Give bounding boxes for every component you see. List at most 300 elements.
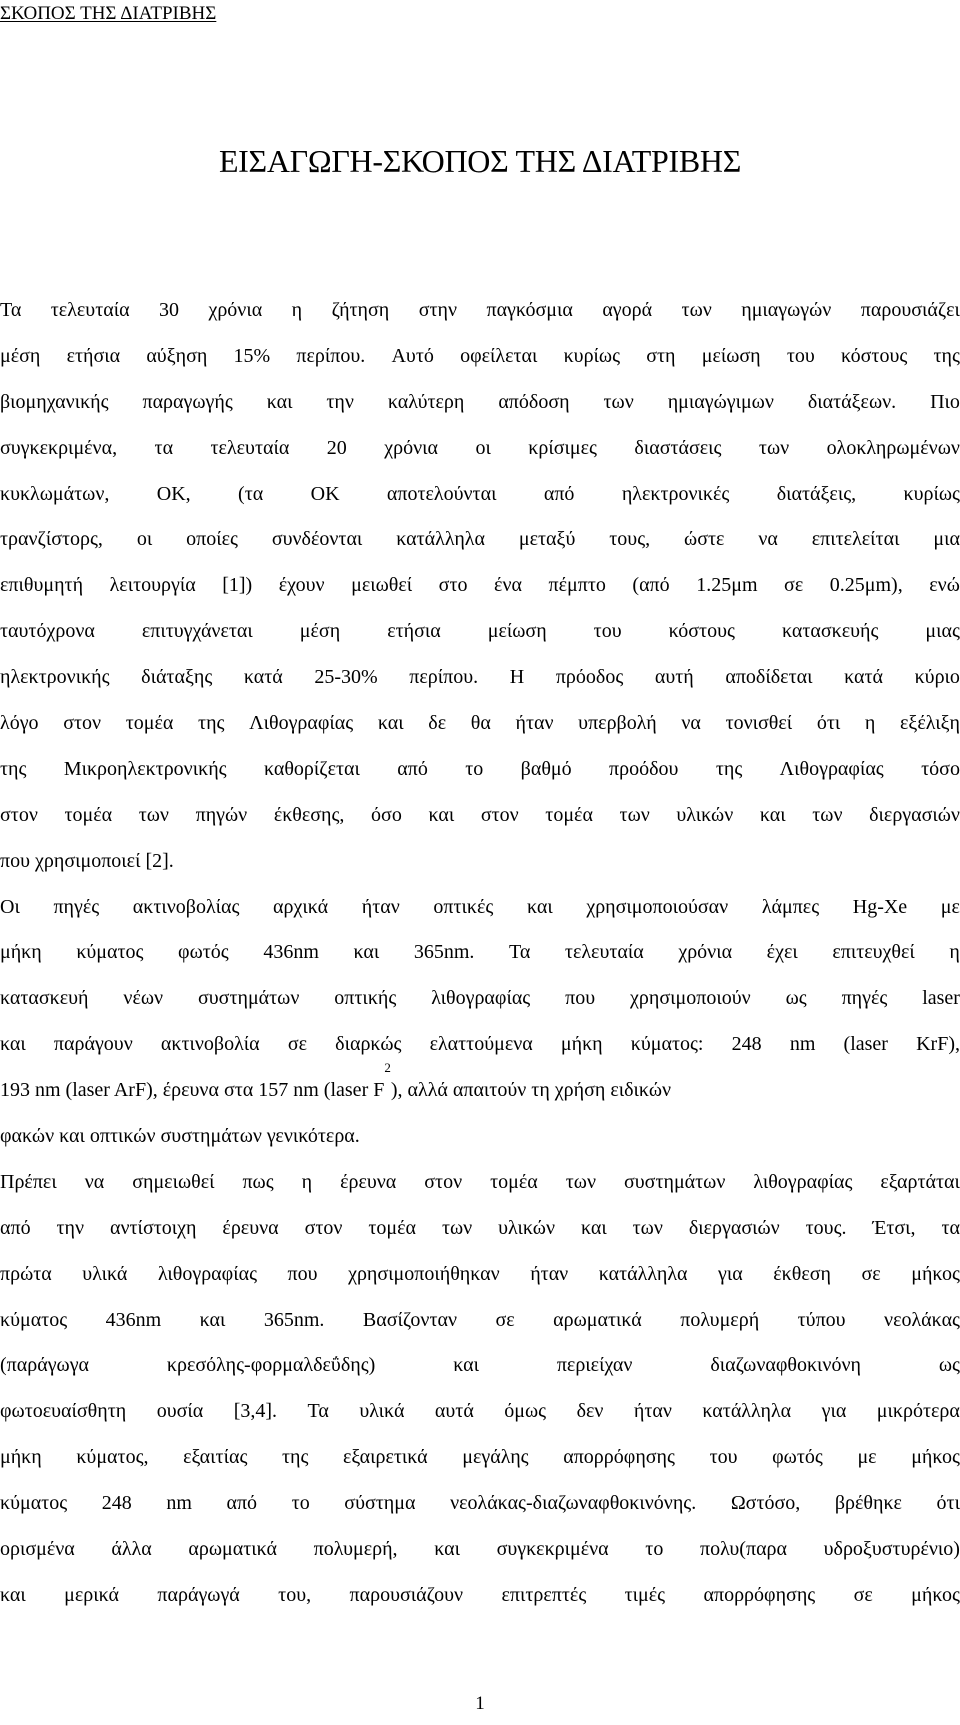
word: τρανζίστορς, (0, 528, 103, 551)
word: του (786, 344, 815, 367)
word: ηλεκτρονικής (0, 666, 110, 689)
word: επιθυμητή (0, 574, 84, 597)
word: και (526, 895, 553, 918)
word: κόστους (668, 620, 735, 643)
text-line (0, 1022, 960, 1068)
word: KrF), (916, 1033, 960, 1056)
word: υπερβολή (578, 712, 657, 735)
word: χρόνια (208, 299, 263, 321)
word: τελευταία (50, 299, 130, 321)
word: για (718, 1262, 743, 1285)
word: κρίσιμες (528, 436, 597, 459)
word: (από (632, 574, 670, 597)
word: στην (418, 299, 458, 321)
word: κύματος, (76, 1446, 149, 1469)
text-line (0, 609, 960, 655)
word: Μικροηλεκτρονικής (63, 757, 227, 780)
text-line (0, 885, 960, 931)
word: κύματος (0, 1308, 68, 1331)
word: χρησιμοποιούσαν (586, 895, 729, 918)
word: οι (136, 528, 153, 551)
word: συνδέονται (271, 528, 363, 551)
word: να (758, 528, 778, 551)
word: απορρόφησης (703, 1583, 816, 1606)
word: Πιο (930, 390, 960, 413)
word: Hg-Xe (852, 895, 908, 918)
word: το (645, 1538, 664, 1561)
word: οπτικής (334, 987, 397, 1010)
word: και (428, 803, 455, 826)
word: μέση (299, 620, 341, 643)
word: σημειωθεί (132, 1170, 215, 1193)
word: τους. (805, 1216, 847, 1239)
word: από (0, 1216, 31, 1239)
word: οποίες (186, 528, 238, 551)
word: οφείλεται (460, 344, 538, 367)
word: μήκη (0, 941, 42, 964)
text-line (0, 1298, 960, 1344)
word: διεργασιών (688, 1216, 780, 1239)
word: μείωση (701, 344, 761, 367)
word: η (301, 1170, 313, 1193)
word: περίπου. (409, 666, 479, 689)
word: διάταξης (141, 666, 213, 689)
text-line (0, 1527, 960, 1573)
word: ότι (816, 712, 841, 735)
word: 25-30% (314, 666, 378, 689)
word: να (681, 712, 701, 735)
word: στον (63, 712, 102, 735)
word: παρουσιάζει (860, 299, 960, 321)
word: των (441, 1216, 473, 1239)
word: τομέα (64, 803, 113, 826)
word: παράγουν (53, 1033, 133, 1056)
word: στον (480, 803, 519, 826)
word: και (0, 1033, 26, 1056)
word: των (138, 803, 169, 826)
word: πρόοδος (555, 666, 624, 689)
word: σε (861, 1262, 881, 1285)
word: laser (922, 987, 960, 1010)
word: τους, (609, 528, 651, 551)
text-line (0, 1481, 960, 1527)
word: την (326, 390, 354, 413)
word: νεολάκας (884, 1308, 960, 1331)
word: ήταν (633, 1400, 672, 1423)
word: παράγωγά (157, 1583, 240, 1606)
word: φωτοευαίσθητη (0, 1400, 127, 1423)
word: του (709, 1446, 738, 1469)
text-line (0, 701, 960, 747)
text-line (0, 517, 960, 563)
text-line (0, 288, 960, 334)
word: 248 (101, 1492, 132, 1515)
word: πολυμερή, (313, 1538, 398, 1561)
word: κατασκευής (781, 620, 879, 643)
word: στον (0, 803, 38, 826)
word: κατάλληλα (396, 528, 485, 551)
word: ένα (494, 574, 522, 597)
word: στη (646, 344, 676, 367)
word: υλικών (676, 803, 734, 826)
word: σε (784, 574, 804, 597)
word: λιθογραφίας (157, 1262, 257, 1285)
text-line (0, 563, 960, 609)
word: τομέα (545, 803, 593, 826)
word: κατασκευή (0, 987, 89, 1010)
text-line (0, 1573, 960, 1619)
word: ως (785, 987, 807, 1010)
word: τα (154, 436, 174, 459)
word: μια (933, 528, 960, 551)
word: κύματος: (630, 1033, 704, 1056)
paragraph-2 (0, 885, 960, 1160)
word: Αυτό (391, 344, 434, 367)
word: που (565, 987, 596, 1010)
word: ελαττούμενα (429, 1033, 533, 1056)
word: ώστε (684, 528, 725, 551)
word: ετήσια (387, 620, 441, 643)
word: αρωματικά (188, 1538, 278, 1561)
word: κόστους (840, 344, 908, 367)
word: παρουσιάζουν (349, 1583, 464, 1606)
word: στον (304, 1216, 343, 1239)
word: και (266, 390, 293, 413)
word: περιείχαν (556, 1354, 633, 1377)
word: 20 (326, 436, 347, 459)
word: ακτινοβολίας (132, 895, 240, 918)
text-line (0, 426, 960, 472)
word: πηγές (53, 895, 100, 918)
word: 365nm. (263, 1308, 325, 1331)
word: εξαιτίας (183, 1446, 248, 1469)
word: των (565, 1170, 596, 1193)
word: Ωστόσο, (730, 1492, 801, 1515)
word: nm (789, 1033, 816, 1056)
word: δεν (576, 1400, 604, 1423)
word: όμως (504, 1400, 547, 1423)
word: εξαρτάται (880, 1170, 960, 1193)
word: συγκεκριμένα (496, 1538, 609, 1561)
word: διαστάσεις (634, 436, 722, 459)
word: καθορίζεται (263, 757, 360, 780)
word: κατά (844, 666, 883, 689)
word: (τα (238, 482, 264, 505)
word: το (291, 1492, 310, 1515)
word: της (933, 344, 960, 367)
word: έκθεση (773, 1262, 831, 1285)
word: εξέλιξη (900, 712, 960, 735)
word: σε (287, 1033, 307, 1056)
word: nm (166, 1492, 192, 1515)
word: του (593, 620, 622, 643)
word: για (821, 1400, 847, 1423)
subscript-2: 2 (384, 1060, 391, 1076)
word: μιας (925, 620, 960, 643)
word: 1.25μm (696, 574, 758, 597)
word: της (281, 1446, 309, 1469)
word: στο (438, 574, 468, 597)
word: κατάλληλα (702, 1400, 792, 1423)
text-line-f2-head: 193 nm (laser ArF), έρευνα στα 157 nm (laser F (0, 1079, 385, 1102)
word: ζήτηση (331, 299, 390, 321)
word: αρωματικά (553, 1308, 642, 1331)
word: τονισθεί (725, 712, 793, 735)
text-line (0, 1435, 960, 1481)
word: υλικών (498, 1216, 555, 1239)
word: μικρότερα (876, 1400, 960, 1423)
text-line (0, 1343, 960, 1389)
word: Η (509, 666, 525, 689)
word: βαθμό (520, 757, 572, 780)
word: συγκεκριμένα, (0, 436, 118, 459)
word: το (465, 757, 484, 780)
word: επιτευχθεί (832, 941, 915, 964)
word: κύματος (0, 1492, 68, 1515)
word: όσο (371, 803, 402, 826)
word: από (397, 757, 428, 780)
word: θα (470, 712, 491, 735)
word: ήταν (530, 1262, 569, 1285)
word: Τα (0, 299, 22, 321)
word: ήταν (515, 712, 554, 735)
word: και (377, 712, 404, 735)
document-title: ΕΙΣΑΓΩΓΗ-ΣΚΟΠΟΣ ΤΗΣ ΔΙΑΤΡΙΒΗΣ (218, 143, 742, 179)
word: συστημάτων (623, 1170, 726, 1193)
word: χρησιμοποιούν (630, 987, 751, 1010)
word: έχει (766, 941, 798, 964)
word: η (949, 941, 960, 964)
word: χρησιμοποιήθηκαν (348, 1262, 500, 1285)
word: 365nm. (413, 941, 475, 964)
word: μήκος (911, 1583, 960, 1606)
word: καλύτερη (387, 390, 465, 413)
word: τιμές (624, 1583, 666, 1606)
word: που (287, 1262, 318, 1285)
word: πηγών (195, 803, 248, 826)
word: φωτός (178, 941, 229, 964)
word: Έτσι, (872, 1216, 916, 1239)
word: πρώτα (0, 1262, 52, 1285)
word: κατά (243, 666, 283, 689)
word: των (603, 390, 634, 413)
word: των (758, 436, 790, 459)
word: ουσία (156, 1400, 204, 1423)
word: παγκόσμια (486, 299, 573, 321)
word: άλλα (111, 1538, 152, 1561)
word: ορισμένα (0, 1538, 75, 1561)
word: και (0, 1583, 26, 1606)
word: στον (424, 1170, 463, 1193)
word: μείωση (487, 620, 547, 643)
word: Λιθογραφίας (249, 712, 354, 735)
word: έρευνα (222, 1216, 279, 1239)
running-header: ΣΚΟΠΟΣ ΤΗΣ ΔΙΑΤΡΙΒΗΣ (0, 3, 217, 24)
word: της (198, 712, 225, 735)
word: κυρίως (563, 344, 621, 367)
word: πηγές (841, 987, 888, 1010)
word: την (56, 1216, 85, 1239)
word: πως (242, 1170, 274, 1193)
text-line (0, 1252, 960, 1298)
word: με (940, 895, 960, 918)
word: και (453, 1354, 479, 1377)
word: αποδίδεται (725, 666, 813, 689)
word: επιτρεπτές (501, 1583, 587, 1606)
word: υλικά (359, 1400, 405, 1423)
word: τομέα (368, 1216, 417, 1239)
word: ήταν (361, 895, 400, 918)
word: κυκλωμάτων, (0, 482, 110, 505)
word: ολοκληρωμένων (826, 436, 960, 459)
body-text (0, 288, 960, 1619)
word: Τα (508, 941, 531, 964)
word: 15% (233, 344, 271, 367)
word: αρχικά (273, 895, 329, 918)
word: μήκη (560, 1033, 603, 1056)
word: και (199, 1308, 226, 1331)
word: κατάλληλα (598, 1262, 688, 1285)
text-line (0, 472, 960, 518)
word: κύριο (914, 666, 960, 689)
text-line-f2-tail: ), αλλά απαιτούν τη χρήση ειδικών (390, 1079, 672, 1102)
word: οπτικές (433, 895, 494, 918)
word: μεγάλης (462, 1446, 529, 1469)
word: η (864, 712, 876, 735)
word: αποτελούνται (386, 482, 497, 505)
word: επιτυγχάνεται (141, 620, 253, 643)
word: κύματος (76, 941, 144, 964)
word: πέμπτο (548, 574, 606, 597)
text-line (0, 793, 960, 839)
word: από (226, 1492, 258, 1515)
text-line (0, 334, 960, 380)
word: από (543, 482, 575, 505)
word: 436nm (263, 941, 319, 964)
word: μερικά (64, 1583, 120, 1606)
word: μειωθεί (351, 574, 413, 597)
word: τελευταία (210, 436, 290, 459)
word: ΟΚ, (156, 482, 191, 505)
word: λιθογραφίας (431, 987, 531, 1010)
word: νεολάκας-διαζωναφθοκινόνης. (450, 1492, 697, 1515)
text-line (0, 1206, 960, 1252)
word: λόγο (0, 712, 39, 735)
word: μεταξύ (518, 528, 576, 551)
word: ΟΚ (310, 482, 340, 505)
word: η (291, 299, 303, 321)
word: λειτουργία (109, 574, 196, 597)
text-line (0, 930, 960, 976)
word: έχουν (278, 574, 325, 597)
word: τα (941, 1216, 960, 1239)
word: αύξηση (146, 344, 208, 367)
word: Τα (307, 1400, 329, 1423)
word: έρευνα (340, 1170, 397, 1193)
word: νέων (123, 987, 164, 1010)
word: μήκη (0, 1446, 42, 1469)
word: διεργασιών (869, 803, 960, 826)
word: μέση (0, 344, 41, 367)
word: αυτά (434, 1400, 474, 1423)
word: πολυμερή (680, 1308, 760, 1331)
word: αυτή (654, 666, 694, 689)
word: σύστημα (344, 1492, 416, 1515)
word: πολυ(παρα (699, 1538, 787, 1561)
word: διατάξεων. (807, 390, 897, 413)
word: με (857, 1446, 877, 1469)
word: διατάξεις, (776, 482, 857, 505)
word: να (84, 1170, 105, 1193)
text-line (0, 747, 960, 793)
word: λάμπες (761, 895, 820, 918)
word: 30 (159, 299, 180, 321)
paragraph-3 (0, 1160, 960, 1619)
word: [1]) (222, 574, 253, 597)
word: ταυτόχρονα (0, 620, 95, 643)
word: υδροξυστυρένιο) (823, 1538, 960, 1561)
page-number: 1 (475, 1693, 485, 1714)
word: και (353, 941, 380, 964)
word: κρεσόλης-φορμαλδεΰδης) (166, 1354, 376, 1377)
word: (παράγωγα (0, 1354, 90, 1377)
word: ηλεκτρονικές (621, 482, 730, 505)
word: βιομηχανικής (0, 390, 109, 413)
word: του, (278, 1583, 312, 1606)
word: τελευταία (564, 941, 644, 964)
word: έκθεσης, (273, 803, 345, 826)
word: σε (495, 1308, 515, 1331)
text-line (0, 380, 960, 426)
word: και (759, 803, 786, 826)
word: φωτός (772, 1446, 823, 1469)
word: απόδοση (498, 390, 570, 413)
word: αγορά (602, 299, 653, 321)
word: χρόνια (678, 941, 733, 964)
word: τύπου (797, 1308, 846, 1331)
text-line-last: που χρησιμοποιεί [2]. (0, 849, 174, 872)
word: διαρκώς (335, 1033, 402, 1056)
word: και (580, 1216, 607, 1239)
text-line-f2 (0, 1060, 960, 1114)
word: περίπου. (296, 344, 366, 367)
word: χρόνια (384, 436, 438, 459)
word: μήκος (911, 1262, 960, 1285)
word: (laser (843, 1033, 888, 1056)
text-line (0, 1160, 960, 1206)
word: ακτινοβολία (160, 1033, 260, 1056)
paragraph-1 (0, 288, 960, 885)
word: κυρίως (903, 482, 960, 505)
word: ημιαγώγιμων (667, 390, 774, 413)
word: εξαιρετικά (343, 1446, 428, 1469)
word: παραγωγής (142, 390, 233, 413)
word: συστημάτων (197, 987, 300, 1010)
text-line (0, 976, 960, 1022)
word: τομέα (125, 712, 174, 735)
word: τόσο (921, 757, 960, 780)
word: σε (853, 1583, 873, 1606)
word: και (434, 1538, 460, 1561)
text-line (0, 1389, 960, 1435)
word: ότι (936, 1492, 960, 1515)
word: Βασίζονταν (362, 1308, 458, 1331)
word: διαζωναφθοκινόνη (710, 1354, 861, 1377)
text-line-last: φακών και οπτικών συστημάτων γενικότερα. (0, 1125, 360, 1148)
word: 248 (731, 1033, 762, 1056)
word: ημιαγωγών (741, 299, 832, 321)
word: [3,4]. (233, 1400, 278, 1423)
